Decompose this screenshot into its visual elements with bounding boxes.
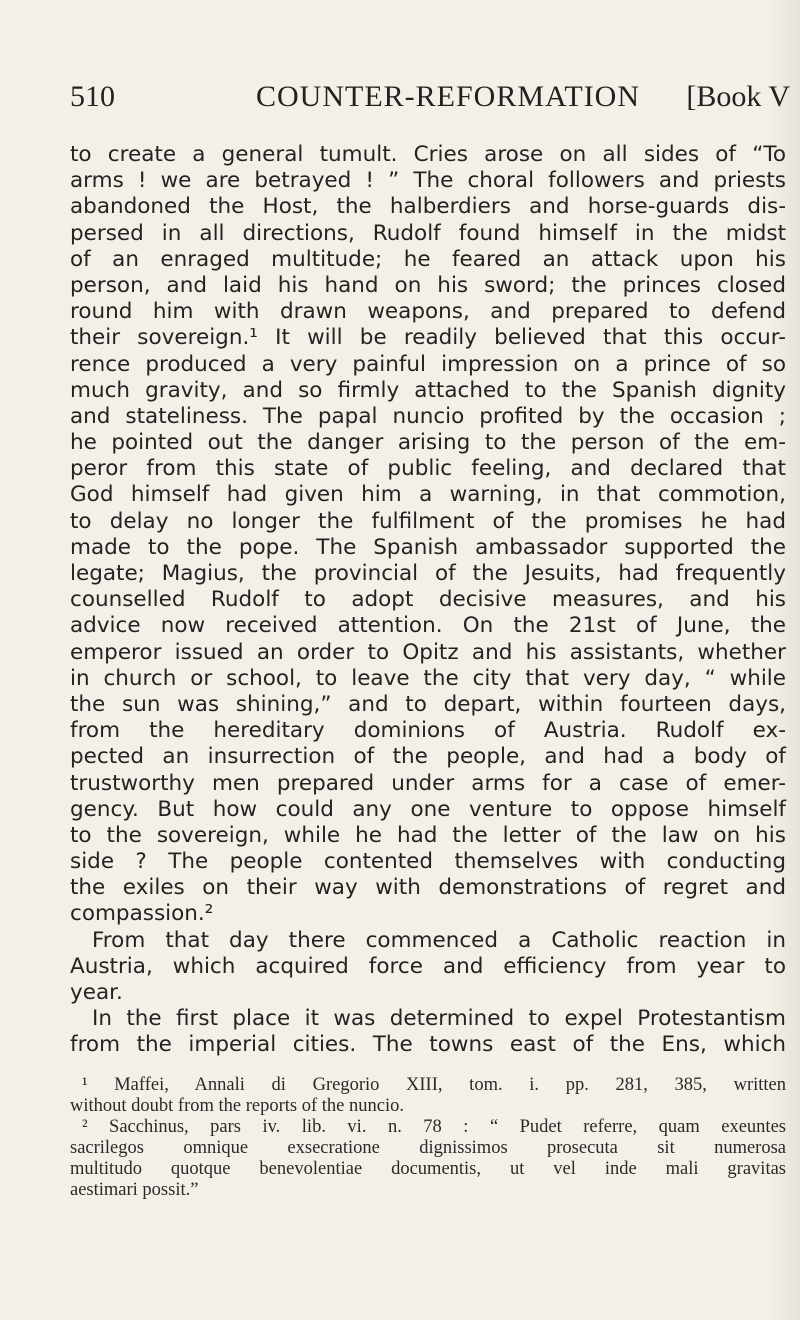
body-line: pected an insurrection of the people, and had a body of bbox=[70, 744, 786, 770]
footnotes bbox=[70, 1075, 786, 1201]
book-label: [Book V bbox=[686, 80, 790, 113]
running-title: COUNTER-REFORMATION bbox=[256, 80, 641, 113]
footnote-line: without doubt from the reports of the nuncio. bbox=[70, 1096, 404, 1116]
body-line: peror from this state of public feeling, and declared that bbox=[70, 456, 786, 482]
body-line: arms ! we are betrayed ! ” The choral followers and priests bbox=[70, 168, 786, 194]
body-line: Austria, which acquired force and efficiency from year to bbox=[70, 953, 786, 979]
running-head bbox=[70, 80, 790, 120]
body-line: God himself had given him a warning, in that commotion, bbox=[70, 482, 786, 508]
footnote-line: ² Sacchinus, pars iv. lib. vi. n. 78 : “ Pudet referre, quam exeuntes bbox=[82, 1117, 786, 1137]
body-line: counselled Rudolf to adopt decisive measures, and his bbox=[70, 587, 786, 613]
body-line: the sun was shining,” and to depart, within fourteen days, bbox=[70, 691, 786, 717]
body-line: gency. But how could any one venture to oppose himself bbox=[70, 796, 786, 822]
body-line: he pointed out the danger arising to the person of the em- bbox=[70, 430, 786, 456]
body-line: legate; Magius, the provincial of the Jesuits, had frequently bbox=[70, 561, 786, 586]
footnote-line: multitudo quotque benevolentiae documentis, ut vel inde mali gravitas bbox=[70, 1159, 786, 1179]
body-line: round him with drawn weapons, and prepared to defend bbox=[70, 299, 786, 325]
body-line: to the sovereign, while he had the letter of the law on his bbox=[70, 822, 786, 848]
body-line: from the hereditary dominions of Austria. Rudolf ex- bbox=[70, 718, 786, 744]
body-line: and stateliness. The papal nuncio profited by the occasion ; bbox=[70, 403, 786, 429]
footnote-line: aestimari possit.” bbox=[70, 1180, 199, 1200]
body-line: to create a general tumult. Cries arose on all sides of “To bbox=[70, 142, 786, 167]
body-line: abandoned the Host, the halberdiers and horse-guards dis- bbox=[70, 194, 786, 220]
body-line: from the imperial cities. The towns east of the Ens, which bbox=[70, 1032, 786, 1058]
body-line: made to the pope. The Spanish ambassador supported the bbox=[70, 534, 786, 560]
body-line: rence produced a very painful impression on a prince of so bbox=[70, 351, 786, 377]
body-text bbox=[70, 142, 786, 1059]
body-line: emperor issued an order to Opitz and his assistants, whether bbox=[70, 639, 786, 665]
body-line: trustworthy men prepared under arms for a case of emer- bbox=[70, 770, 786, 796]
body-line: year. bbox=[70, 980, 123, 1005]
body-line: the exiles on their way with demonstrations of regret and bbox=[70, 875, 786, 901]
body-line: In the first place it was determined to expel Protestantism bbox=[92, 1006, 786, 1032]
body-line: in church or school, to leave the city that very day, “ while bbox=[70, 665, 786, 691]
body-line: side ? The people contented themselves with conducting bbox=[70, 849, 786, 875]
body-line: From that day there commenced a Catholic reaction in bbox=[92, 927, 786, 953]
body-line: person, and laid his hand on his sword; the princes closed bbox=[70, 272, 786, 298]
body-line: persed in all directions, Rudolf found himself in the midst bbox=[70, 220, 786, 246]
body-line: advice now received attention. On the 21st of June, the bbox=[70, 613, 786, 639]
body-line: of an enraged multitude; he feared an attack upon his bbox=[70, 246, 786, 272]
body-line: compassion.² bbox=[70, 901, 214, 927]
footnote-line: sacrilegos omnique exsecratione dignissimos prosecuta sit numerosa bbox=[70, 1138, 786, 1158]
body-line: much gravity, and so firmly attached to the Spanish dignity bbox=[70, 377, 786, 403]
body-line: to delay no longer the fulfilment of the promises he had bbox=[70, 508, 786, 534]
body-line: their sovereign.¹ It will be readily believed that this occur- bbox=[70, 325, 786, 351]
footnote-line: ¹ Maffei, Annali di Gregorio XIII, tom. i. pp. 281, 385, written bbox=[82, 1075, 786, 1095]
page-number: 510 bbox=[70, 80, 115, 113]
